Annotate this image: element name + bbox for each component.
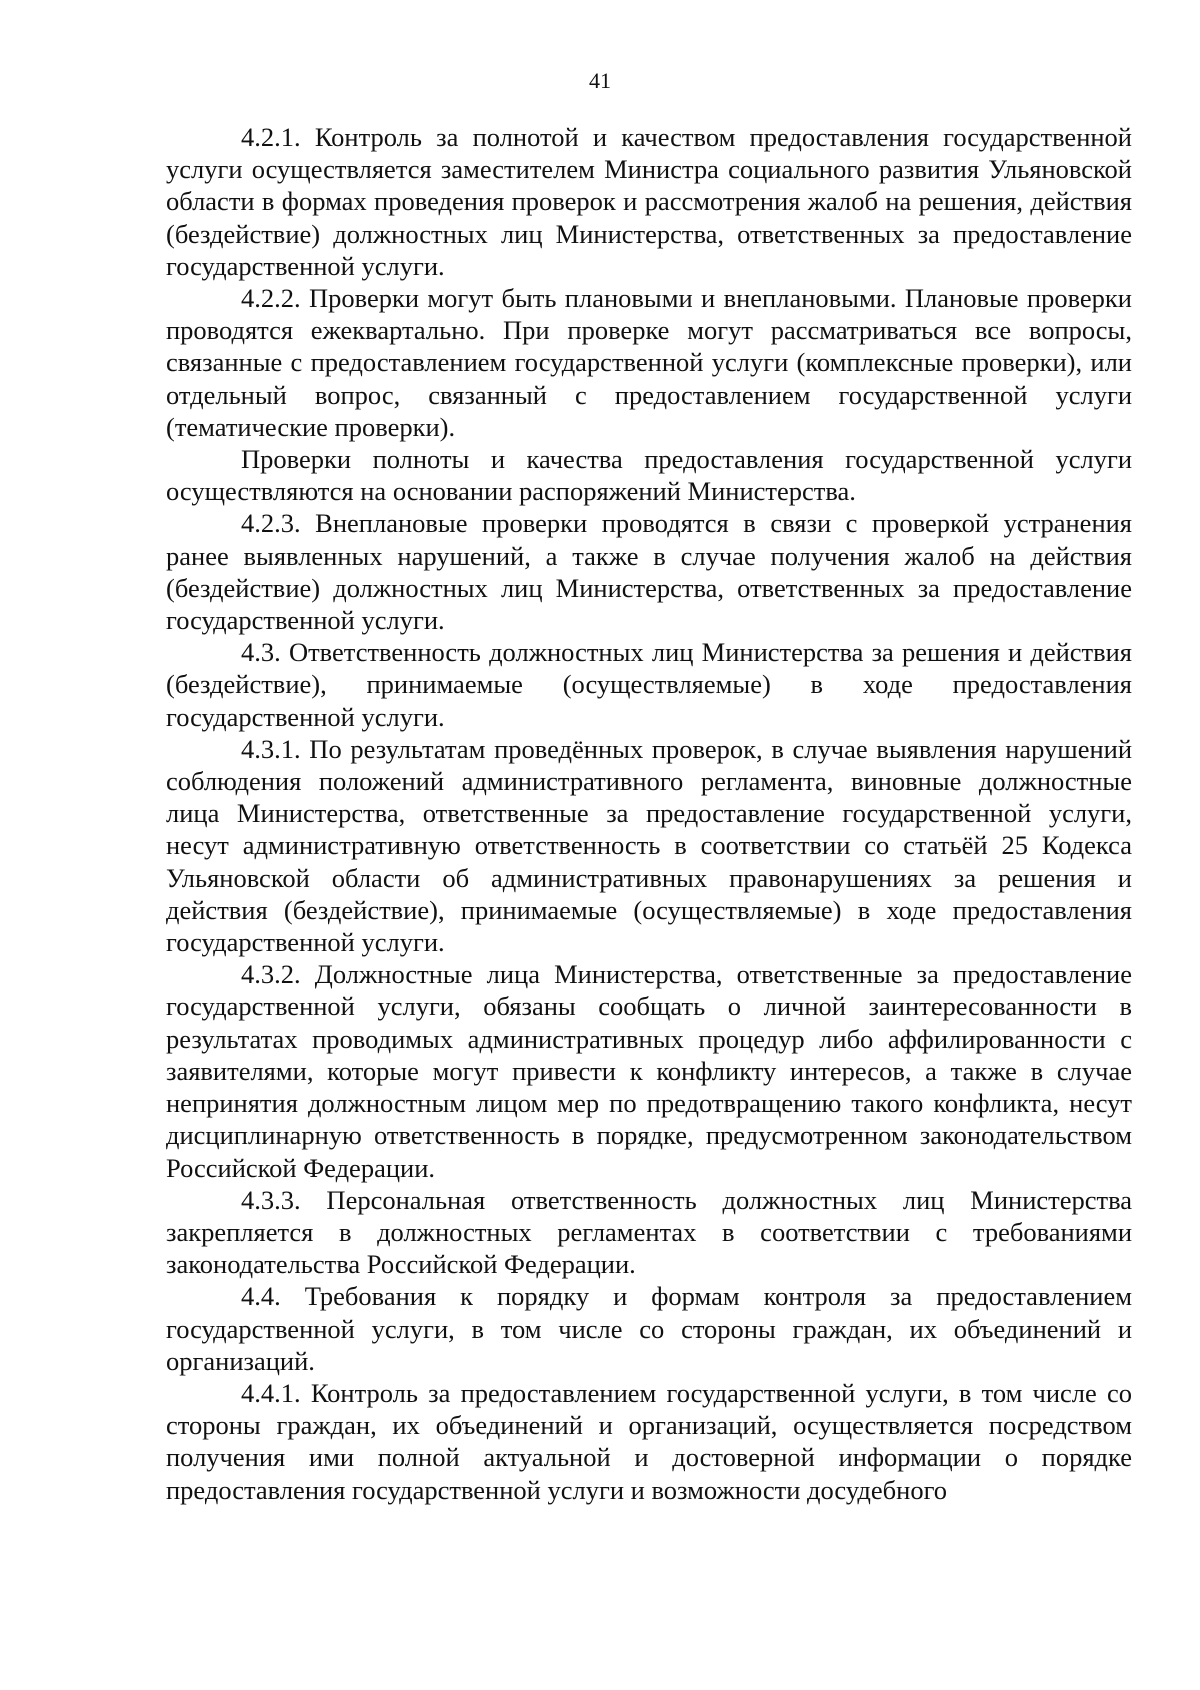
paragraph-4-3: 4.3. Ответственность должностных лиц Министерства за решения и действия (бездействие), принимаемые (осуществляемые) в ходе предоставления государственной услуги. bbox=[166, 637, 1132, 732]
paragraph-inspections-basis: Проверки полноты и качества предоставления государственной услуги осуществляются на основании распоряжений Министерства. bbox=[166, 444, 1132, 507]
paragraph-4-3-2: 4.3.2. Должностные лица Министерства, ответственные за предоставление государственной услуги, обязаны сообщать о личной заинтересованности в результатах проводимых административных процедур либо аффилированности с заявителями, которые могут привести к конфликту интересов, а также в случае непринятия должностным лицом мер по предотвращению такого конфликта, несут дисциплинарную ответственность в порядке, предусмотренном законодательством Российской Федерации. bbox=[166, 959, 1132, 1183]
paragraph-4-4-1: 4.4.1. Контроль за предоставлением государственной услуги, в том числе со стороны граждан, их объединений и организаций, осуществляется посредством получения ими полной актуальной и достоверной информации о порядке предоставления государственной услуги и возможности досудебного bbox=[166, 1377, 1132, 1505]
paragraph-4-2-1: 4.2.1. Контроль за полнотой и качеством предоставления государственной услуги осуществляется заместителем Министра социального развития Ульяновской области в формах проведения проверок и рассмотрения жалоб на решения, действия (бездействие) должностных лиц Министерства, ответственных за предоставление государственной услуги. bbox=[166, 122, 1132, 281]
page-number: 41 bbox=[589, 68, 611, 93]
paragraph-4-4: 4.4. Требования к порядку и формам контроля за предоставлением государственной услуги, в том числе со стороны граждан, их объединений и организаций. bbox=[166, 1281, 1132, 1376]
paragraph-4-3-3: 4.3.3. Персональная ответственность должностных лиц Министерства закрепляется в должностных регламентах в соответствии с требованиями законодательства Российской Федерации. bbox=[166, 1184, 1132, 1280]
paragraph-4-2-3: 4.2.3. Внеплановые проверки проводятся в связи с проверкой устранения ранее выявленных нарушений, а также в случае получения жалоб на действия (бездействие) должностных лиц Министерства, ответственных за предоставление государственной услуги. bbox=[166, 508, 1132, 636]
document-body bbox=[166, 121, 1132, 1506]
paragraph-4-2-2: 4.2.2. Проверки могут быть плановыми и внеплановыми. Плановые проверки проводятся ежеквартально. При проверке могут рассматриваться все вопросы, связанные с предоставлением государственной услуги (комплексные проверки), или отдельный вопрос, связанный с предоставлением государственной услуги (тематические проверки). bbox=[166, 283, 1132, 442]
paragraph-4-3-1: 4.3.1. По результатам проведённых проверок, в случае выявления нарушений соблюдения положений административного регламента, виновные должностные лица Министерства, ответственные за предоставление государственной услуги, несут административную ответственность в соответствии со статьёй 25 Кодекса Ульяновской области об административных правонарушениях за решения и действия (бездействие), принимаемые (осуществляемые) в ходе предоставления государственной услуги. bbox=[166, 733, 1132, 958]
